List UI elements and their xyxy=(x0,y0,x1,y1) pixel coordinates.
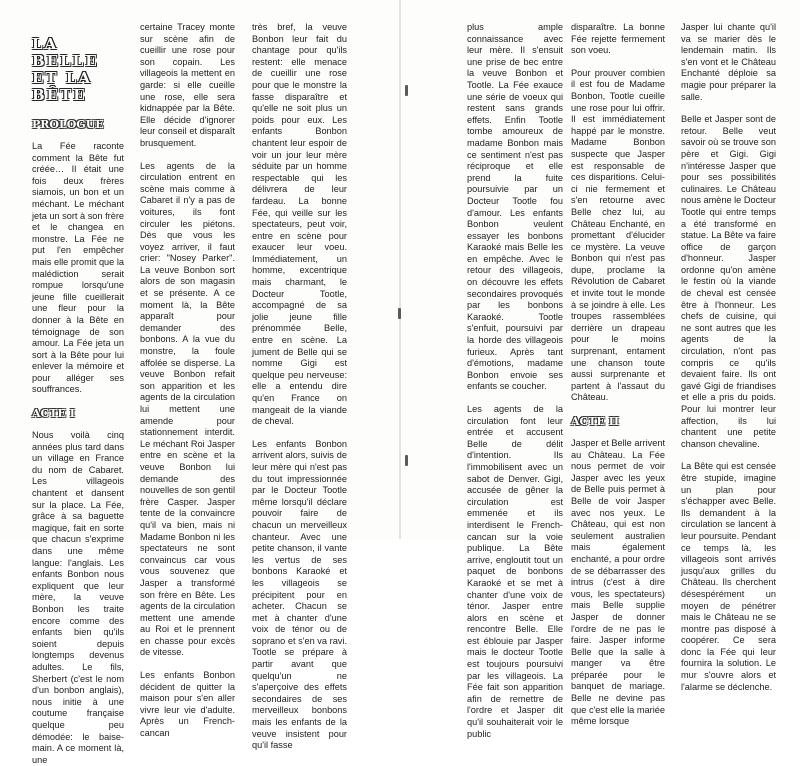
paragraph: Jasper lui chante qu'il va se marier dès le lendemain matin. Ils s'en vont et le Château Enchanté déploie sa magie pour préparer la salle. xyxy=(681,22,776,102)
document-title: LA BELLE ET LA BÊTE xyxy=(32,35,99,104)
paragraph: Jasper et Belle arrivent au Château. La Fée nous permet de voir Jasper avec les yeux de Belle puis permet à Belle de voir Jasper avec nos yeux. Le Château, qui est non seulement australien mais également enchanté, a pour ordre de se débarrasser des intrus (c'est à dire vous, les spectateurs) mais Belle supplie Jasper de donner l'ordre de ne pas le faire. Jasper informe Belle que la salle à manger va être préparée pour le banquet de mariage. Belle ne devine pas que c'est elle la mariée même lorsque xyxy=(571,438,665,727)
paragraph: Les agents de la circulation font leur entrée et accusent Belle de délit d'intention. Ils l'immobilisent avec un sabot de Denver. Gigi, accusée de gêner la circulation est emmenée et ils interdisent le French-cancan sur la voie publique. La Bête arrive, engloutit tout un paquet de bonbons Karaoké et se met à chanter d'une voix de ténor. Jasper entre alors en scène et rencontre Belle. Elle est éblouie par Jasper mais le docteur Tootle est toujours poursuivi par les villageois. La Fée fait son apparition afin de remettre de l'ordre et Jasper dit qu'il souhaiterait voir le public xyxy=(467,404,563,739)
paragraph: plus ample connaissance avec leur mère. Il s'ensuit une prise de bec entre la veuve Bonbon et Tootle. La Fée exauce une série de voeux qui restent sans grands effets. Enfin Tootle tombe amoureux de madame Bonbon mais ce sentiment n'est pas réciproque et elle prend la fuite poursuivie par un Docteur Tootle fou d'amour. Les enfants Bonbon veulent essayer les bonbons Karaoké mais Belle les en empêche. Avec le retour des villageois, on découvre les effets secondaires provoqués par les bonbons Karaoké. Tootle s'enfuit, poursuivi par la horde des villageois furieux. Après tant d'émotions, madame Bonbon envoie ses enfants se coucher. xyxy=(467,22,563,392)
act1-heading: ACTE I xyxy=(32,407,75,421)
act2-heading: ACTE II xyxy=(571,415,619,428)
page-fold xyxy=(399,0,401,539)
staple-mark xyxy=(398,308,401,319)
left-column-2 xyxy=(140,22,235,740)
paragraph: Les enfants Bonbon décident de quitter la maison pour s'en aller vivre leur vie d'adulte. Après un French-cancan xyxy=(140,670,235,739)
prologue-heading: PROLOGUE xyxy=(32,118,104,131)
left-column-1 xyxy=(32,22,124,766)
paragraph: Pour prouver combien il est fou de Madame Bonbon, Tootle cueille une rose pour lui offrir. Il est immédiatement happé par le monstre. Madame Bonbon suspecte que Jasper est responsable de ces disparitions. Celui-ci nie fermement et s'en retourne avec Belle chez lui, au Château Enchanté, en promettant d'élucider ce mystère. La veuve Bonbon qui n'est pas dupe, proclame la Révolution de Cabaret et invite tout le monde à se joindre à elle. Les troupes rassemblées derrière un drapeau pour le moins surprenant, entament une chanson toute aussi surprenante et partent à l'assaut du Château. xyxy=(571,67,665,403)
right-column-1 xyxy=(467,22,563,740)
paragraph: Belle et Jasper sont de retour. Belle veut savoir où se trouve son père et Gigi. Gigi n'intéresse Jasper que pour ses possibilités culinaires. Le Château nous amène le Docteur Tootle qui entre temps a été transformé en statue. La Bête va faire office de garçon d'honneur. Jasper ordonne qu'on amène le festin où la viande de cheval est censée être à l'honneur. Les chefs de cuisine, qui ne sont autres que les agents de la circulation, n'ont pas compris ce qu'ils devaient faire. Ils ont gavé Gigi de friandises et elle a pris du poids. Pour lui montrer leur affection, ils lui chantent une petite chanson chevaline. xyxy=(681,114,776,449)
prologue-text: La Fée raconte comment la Bête fut créée… Il était une fois deux frères siamois, un bon et un méchant. Le méchant jeta un sort à son frère et le changea en monstre. La Fée ne put l'en empêcher mais elle promit que la malédiction serait rompue lorsqu'une jeune fille cueillerait une fleur pour la donner à la Bête en témoignage de son amour. La Fée jeta un sort à la Bête pour lui enlever la mémoire et pour alléger ses souffrances. xyxy=(32,141,124,395)
paragraph: Les agents de la circulation entrent en scène mais comme à Cabaret il n'y a pas de voitures, ils font circuler les piétons. Dès que vous les voyez arriver, il faut crier: "Nosey Parker". La veuve Bonbon sort alors de son magasin et se présente. A ce moment là, la Bête apparaît pour demander des bonbons. A la vue du monstre, la foule affolée se disperse. La veuve Bonbon refait son apparition et les agents de la circulation lui mettent une amende pour stationnement interdit. Le méchant Roi Jasper entre en scène et la veuve Bonbon lui demande des nouvelles de son gentil frère Casper. Jasper tente de la convaincre qu'il va bien, mais ni Madame Bonbon ni les spectateurs ne sont convaincus car vous vous souvenez que Jasper a transformé son frère en Bête. Les agents de la circulation mettent une amende au Roi et le prennent en chasse pour excès de vitesse. xyxy=(140,160,235,658)
staple-mark xyxy=(405,85,408,96)
paragraph: très bref, la veuve Bonbon leur fait du chantage pour qu'ils restent: elle menace de cueillir une rose pour que le monstre la fasse disparaître et qu'elle ne soit plus un poids pour eux. Les enfants Bonbon chantent leur espoir de voir un jour leur mère séduite par un homme respectable qui les délivrera de leur fardeau. La bonne Fée, qui veille sur les spectateurs, peut voir, entre en scène pour exaucer leur voeu. Immédiatement, un homme, excentrique mais charmant, le Docteur Tootle, accompagné de sa jolie jeune fille prénommée Belle, entre en scène. La jument de Belle qui se nomme Gigi est quelque peu nerveuse: elle a entendu dire qu'en France on mangeait de la viande de cheval. xyxy=(252,22,347,427)
paragraph: Les enfants Bonbon arrivent alors, suivis de leur mère qui n'est pas du tout impressionnée par le Docteur Tootle même lorsqu'il déclare pouvoir faire de chacun un merveilleux chanteur. Avec une petite chanson, il vante les vertus de ses bonbons Karaoké et les villageois se précipitent pour en acheter. Chacun se met à chanter d'une voix de ténor ou de soprano et s'en va ravi. Tootle se prépare à partir avant que quelqu'un ne s'aperçoive des effets secondaires de ses merveilleux bonbons mais les enfants de la veuve insistent pour qu'il fasse xyxy=(252,438,347,751)
staple-mark xyxy=(405,455,408,466)
paragraph: certaine Tracey monte sur scène afin de cueillir une rose pour son copain. Les villageois la mettent en garde: si elle cueille une rose, elle sera kidnappée par la Bête. Elle décide d'ignorer leur conseil et disparaît brusquement. xyxy=(140,22,235,148)
right-column-2 xyxy=(571,22,665,728)
paragraph: disparaître. La bonne Fée rejette fermement son voeu. xyxy=(571,22,665,56)
act1-paragraph: Nous voilà cinq années plus tard dans un village en France du nom de Cabaret. Les villageois chantent et dansent sur la place. La Fée, grâce à sa baguette magique, fait en sorte que chacun s'exprime dans une même langue: l'anglais. Les enfants Bonbon nous expliquent que leur mère, la veuve Bonbon les traite encore comme des enfants bien qu'ils soient depuis longtemps devenus adultes. Le fils, Sherbert (c'est le nom d'un bonbon anglais), nous initie à une coutume française quelque peu démodée: le baise-main. A ce moment là, une xyxy=(32,430,124,765)
right-column-3 xyxy=(681,22,776,693)
paragraph: La Bête qui est censée être stupide, imagine un plan pour s'échapper avec Belle. Ils demandent à la circulation se lancent à leur poursuite. Pendant ce temps là, les villageois sont arrivés jusqu'aux grilles du Château. Ils cherchent désespérément un moyen de pénétrer mais le Château ne se montre pas disposé à coopérer. Ce sera donc la Fée qui leur fournira la solution. Le mur s'ouvre alors et l'alarme se déclenche. xyxy=(681,461,777,692)
left-column-3 xyxy=(252,22,347,752)
